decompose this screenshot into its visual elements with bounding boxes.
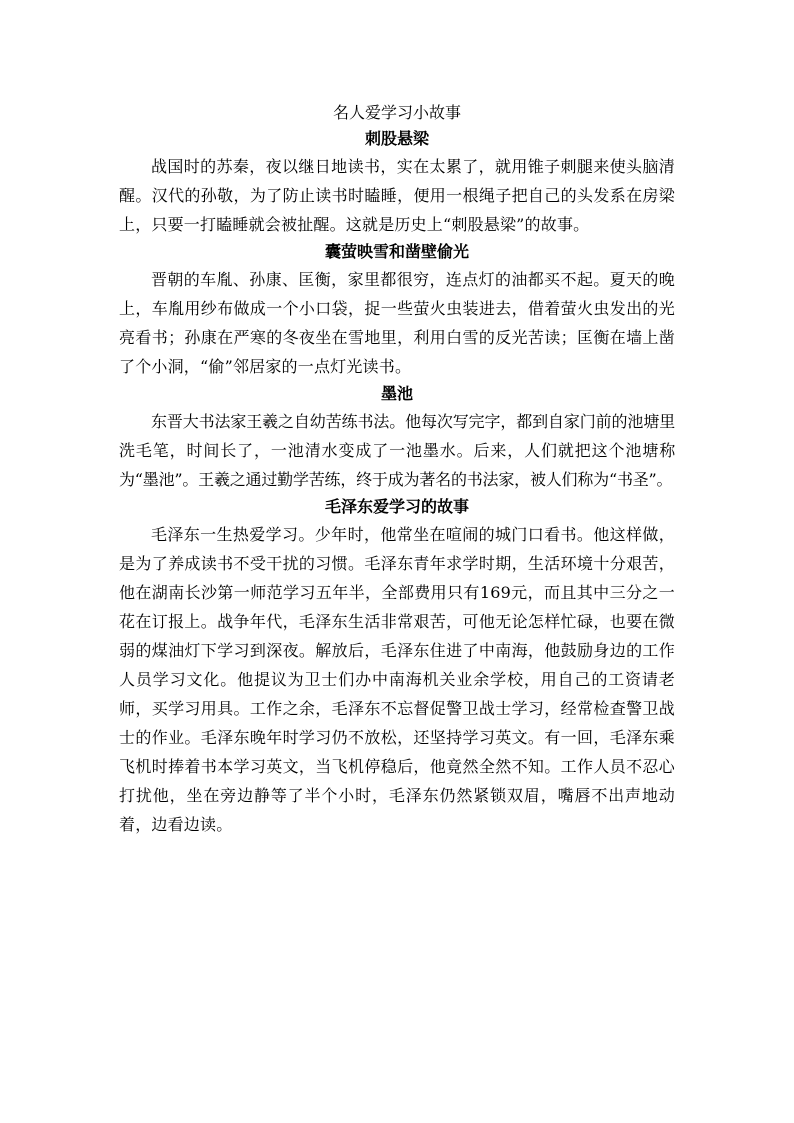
- section-paragraph-cigu-xuanliang: 战国时的苏秦，夜以继日地读书，实在太累了，就用锥子刺腿来使头脑清醒。汉代的孙敬，为了防止读书时瞌睡，便用一根绳子把自己的头发系在房梁上，只要一打瞌睡就会被扯醒。这就是历史上“刺股悬梁”的故事。: [119, 157, 675, 234]
- section-paragraph-nangying-yingxue: 晋朝的车胤、孙康、匡衡，家里都很穷，连点灯的油都买不起。夏天的晚上，车胤用纱布做成一个小口袋，捉一些萤火虫装进去，借着萤火虫发出的光亮看书；孙康在严寒的冬夜坐在雪地里，利用白雪的反光苦读；匡衡在墙上凿了个小洞，“偷”邻居家的一点灯光读书。: [119, 270, 675, 376]
- document-title: 名人爱学习小故事: [332, 103, 461, 122]
- section-heading-mao-zedong: 毛泽东爱学习的故事: [324, 497, 469, 516]
- document-page: [119, 100, 675, 839]
- section-heading-mochi: 墨池: [380, 384, 413, 403]
- section-heading-nangying-yingxue: 囊萤映雪和凿壁偷光: [324, 242, 469, 261]
- section-paragraph-mao-zedong: 毛泽东一生热爱学习。少年时，他常坐在喧闹的城门口看书。他这样做，是为了养成读书不受干扰的习惯。毛泽东青年求学时期，生活环境十分艰苦，他在湖南长沙第一师范学习五年半，全部费用只有169元，而且其中三分之一花在订报上。战争年代，毛泽东生活非常艰苦，可他无论怎样忙碌，也要在微弱的煤油灯下学习到深夜。解放后，毛泽东住进了中南海，他鼓励身边的工作人员学习文化。他提议为卫士们办中南海机关业余学校，用自己的工资请老师，买学习用具。工作之余，毛泽东不忘督促警卫战士学习，经常检查警卫战士的作业。毛泽东晚年时学习仍不放松，还坚持学习英文。有一回，毛泽东乘飞机时捧着书本学习英文，当飞机停稳后，他竟然全然不知。工作人员不忍心打扰他，坐在旁边静等了半个小时，毛泽东仍然紧锁双眉，嘴唇不出声地动着，边看边读。: [119, 525, 675, 834]
- section-paragraph-mochi: 东晋大书法家王羲之自幼苦练书法。他每次写完字，都到自家门前的池塘里洗毛笔，时间长了，一池清水变成了一池墨水。后来，人们就把这个池塘称为“墨池”。王羲之通过勤学苦练，终于成为著名的书法家，被人们称为“书圣”。: [119, 412, 675, 489]
- section-heading-cigu-xuanliang: 刺股悬梁: [364, 129, 429, 148]
